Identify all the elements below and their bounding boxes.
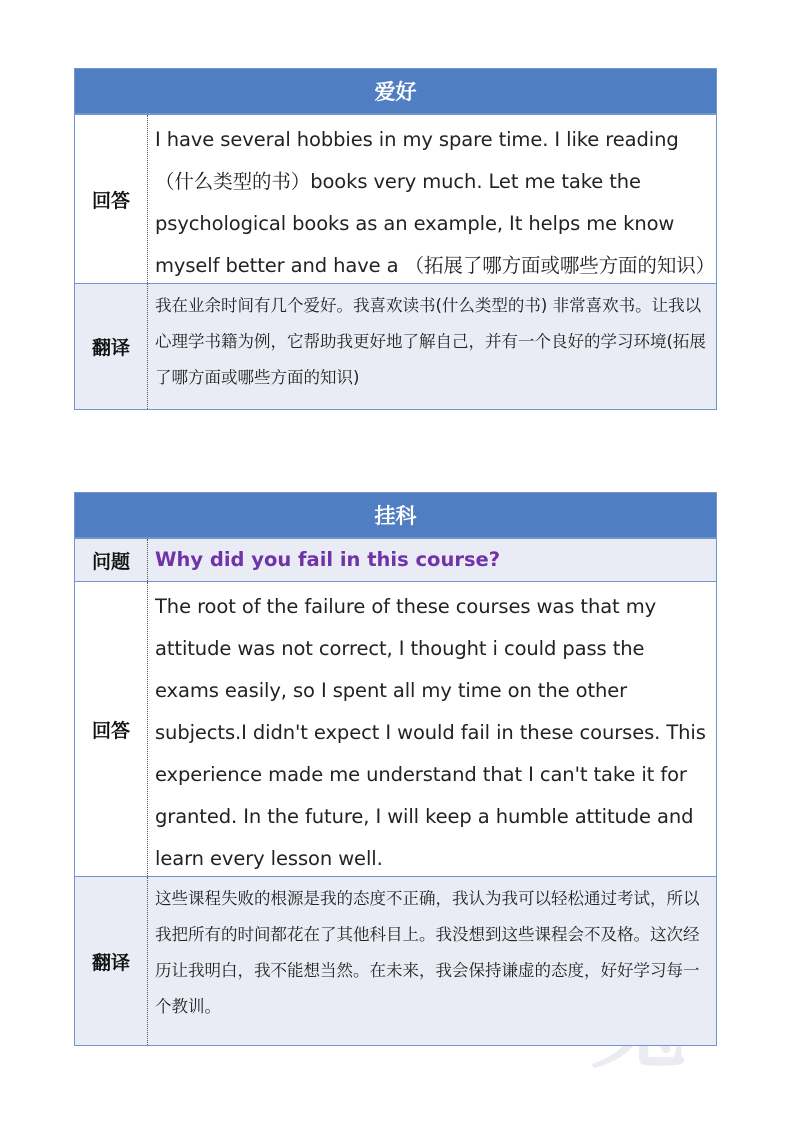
fail-answer-label: 回答 bbox=[75, 582, 148, 876]
hobby-translation-row bbox=[75, 283, 716, 409]
hobby-answer-text: I have several hobbies in my spare time. I like reading（什么类型的书）books very much. Let me take the psychological books as an example, It helps me know myself better and have a （拓展了哪方面或哪些方面的知识） bbox=[155, 128, 716, 277]
fail-answer-text: The root of the failure of these courses was that my attitude was not correct, I thought i could pass the exams easily, so I spent all my time on the other subjects.I didn't expect I would fail in these courses. This experience made me understand that I can't take it for granted. In the future, I will keep a humble attitude and learn every lesson well. bbox=[155, 595, 706, 870]
hobby-header: 爱好 bbox=[75, 69, 716, 114]
fail-question-text: Why did you fail in this course? bbox=[155, 548, 501, 571]
fail-translation-label: 翻译 bbox=[75, 877, 148, 1045]
fail-translation-text: 这些课程失败的根源是我的态度不正确，我认为我可以轻松通过考试，所以我把所有的时间都花在了其他科目上。我没想到这些课程会不及格。这次经历让我明白，我不能想当然。在未来，我会保持谦虚的态度，好好学习每一个教训。 bbox=[155, 889, 700, 1016]
fail-answer-row bbox=[75, 581, 716, 876]
fail-question-label: 问题 bbox=[75, 539, 148, 581]
hobby-answer-label: 回答 bbox=[75, 115, 148, 283]
fail-translation-row bbox=[75, 876, 716, 1045]
fail-question-row bbox=[75, 538, 716, 581]
hobby-translation-label: 翻译 bbox=[75, 284, 148, 409]
fail-card bbox=[74, 492, 717, 1046]
fail-header: 挂科 bbox=[75, 493, 716, 538]
hobby-translation-text: 我在业余时间有几个爱好。我喜欢读书(什么类型的书) 非常喜欢书。让我以心理学书籍为例，它帮助我更好地了解自己，并有一个良好的学习环境(拓展了哪方面或哪些方面的知识) bbox=[155, 296, 706, 387]
hobby-answer-row bbox=[75, 114, 716, 283]
hobby-card bbox=[74, 68, 717, 410]
